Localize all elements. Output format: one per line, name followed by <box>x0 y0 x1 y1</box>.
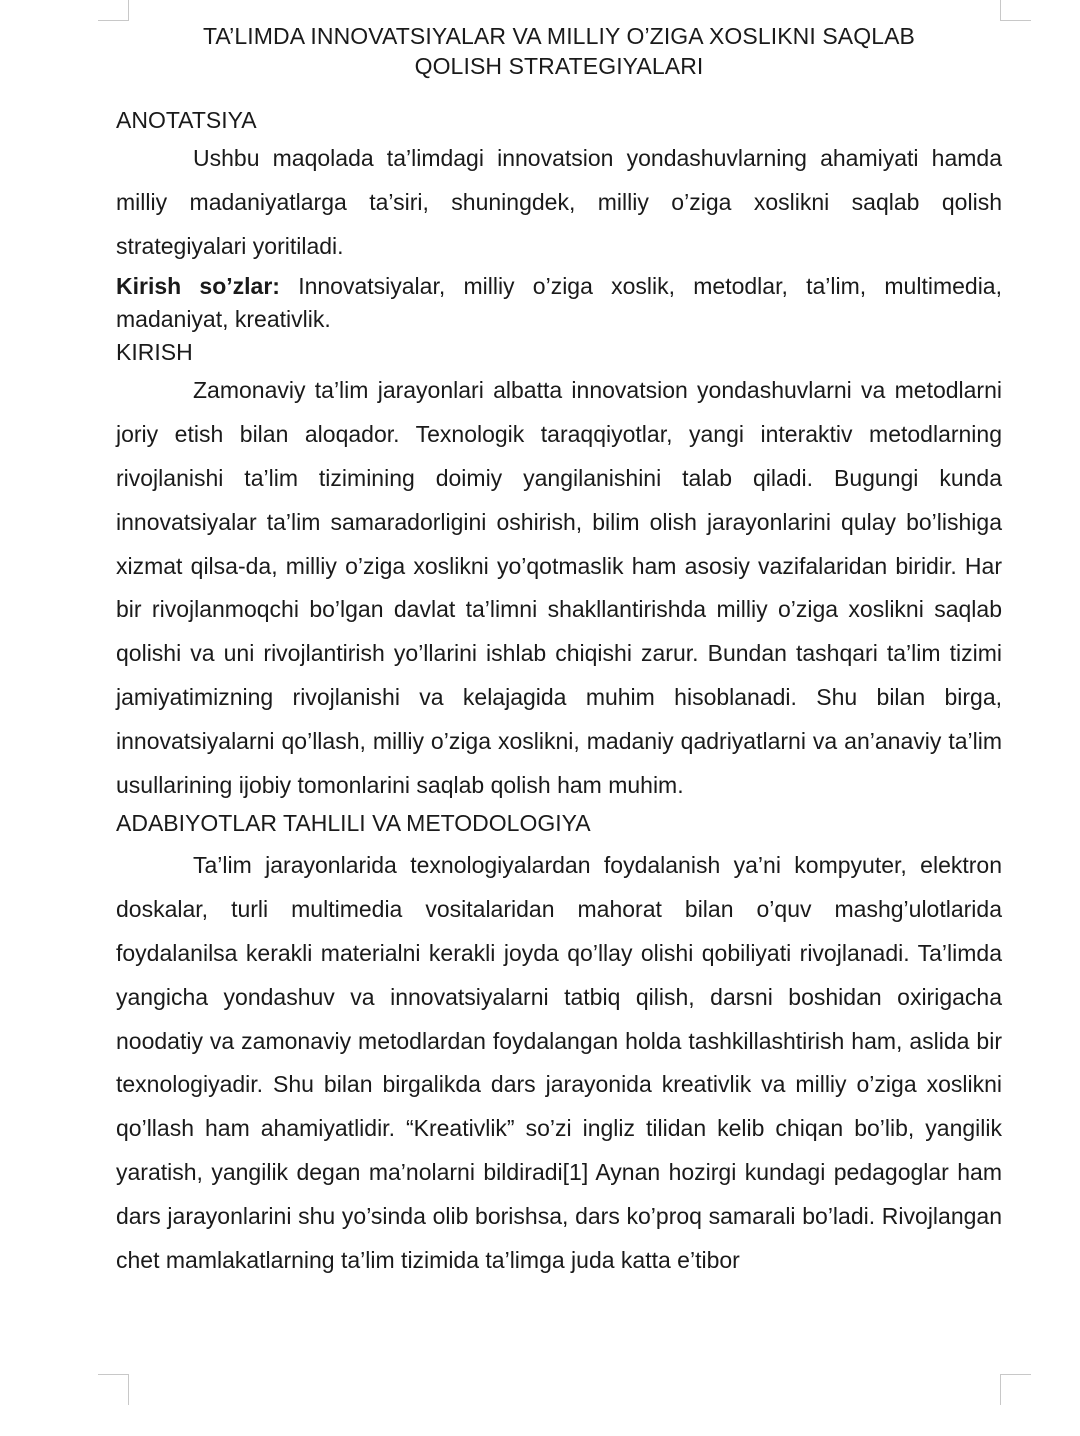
keywords-label: Kirish so’zlar: <box>116 273 280 300</box>
abstract-heading: ANOTATSIYA <box>116 107 257 133</box>
abstract-paragraph: Ushbu maqolada ta’limdagi innovatsion yondashuvlarning ahamiyati hamda milliy madaniyatlarga ta’siri, shuningdek, milliy o’ziga xoslikni saqlab qolish strategiyalari yoritiladi. <box>116 145 1002 259</box>
title-line-1: TA’LIMDA INNOVATSIYALAR VA MILLIY O’ZIGA XOSLIKNI SAQLAB <box>202 23 915 49</box>
page-corner-mark-top-right <box>1000 0 1031 21</box>
keywords-text: Innovatsiyalar, milliy o’ziga xoslik, metodlar, ta’lim, multimedia, madaniyat, kreativlik. <box>116 273 1002 333</box>
intro-paragraph: Zamonaviy ta’lim jarayonlari albatta innovatsion yondashuvlarni va metodlarni joriy etish bilan aloqador. Texnologik taraqqiyotlar, yangi interaktiv metodlarning rivojlanishi ta’lim tizimining doimiy yangilanishini talab qiladi. Bugungi kunda innovatsiyalar ta’lim samaradorligini oshirish, bilim olish jarayonlarini qulay bo’lishiga xizmat qilsa-da, milliy o’ziga xoslikni yo’qotmaslik ham asosiy vazifalaridan biridir. Har bir rivojlanmoqchi bo’lgan davlat ta’limni shakllantirishda milliy o’ziga xoslikni saqlab qolishi va uni rivojlantirish yo’llarini ishlab chiqishi zarur. Bundan tashqari ta’lim tizimi jamiyatimizning rivojlanishi va kelajagida muhim hisoblanadi. Shu bilan birga, innovatsiyalarni qo’llash, milliy o’ziga xoslikni, madaniy qadriyatlarni va an’anaviy ta’lim usullarining ijobiy tomonlarini saqlab qolish ham muhim. <box>116 377 1002 798</box>
document-page <box>116 21 1002 1282</box>
document-title <box>116 21 1002 81</box>
page-corner-mark-bottom-left <box>98 1374 129 1405</box>
keywords-paragraph <box>116 270 1002 336</box>
intro-heading: KIRISH <box>116 339 193 366</box>
page-corner-mark-bottom-right <box>1000 1374 1031 1405</box>
page-corner-mark-top-left <box>98 0 129 21</box>
literature-heading: ADABIYOTLAR TAHLILI VA METODOLOGIYA <box>116 810 591 837</box>
literature-paragraph: Ta’lim jarayonlarida texnologiyalardan foydalanish ya’ni kompyuter, elektron doskalar, turli multimedia vositalaridan mahorat bilan o’quv mashg’ulotlarida foydalanilsa kerakli materialni kerakli joyda qo’llay olishi qobiliyati rivojlanadi. Ta’limda yangicha yondashuv va innovatsiyalarni tatbiq qilish, darsni boshidan oxirigacha noodatiy va zamonaviy metodlardan foydalangan holda tashkillashtirish ham, aslida bir texnologiyadir. Shu bilan birgalikda dars jarayonida kreativlik va milliy o’ziga xoslikni qo’llash ham ahamiyatlidir. “Kreativlik” so’zi ingliz tilidan kelib chiqan bo’lib, yangilik yaratish, yangilik degan ma’nolarni bildiradi[1] Aynan hozirgi kundagi pedagoglar ham dars jarayonlarini shu yo’sinda olib borishsa, dars ko’proq samarali bo’ladi. Rivojlangan chet mamlakatlarning ta’lim tizimida ta’limga juda katta e’tibor <box>116 852 1002 1273</box>
title-line-2: QOLISH STRATEGIYALARI <box>414 53 704 79</box>
